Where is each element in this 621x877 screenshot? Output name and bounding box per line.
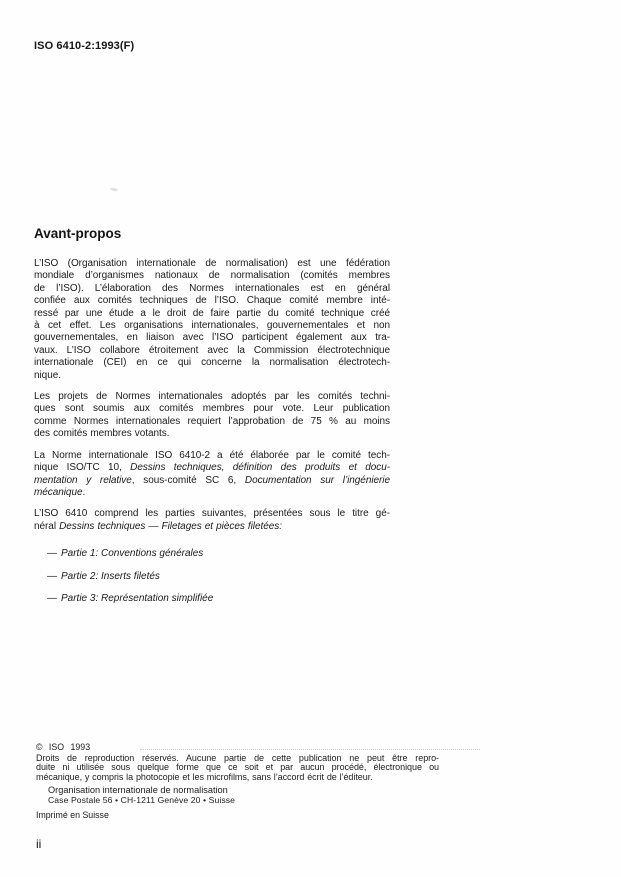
text-segment: vaux. L’ISO collabore étroitement avec la Commission électrotechnique	[34, 344, 390, 356]
text-segment: nique ISO/TC 10,	[34, 462, 131, 474]
text-line	[34, 487, 390, 499]
copyright-notice: © ISO 1993	[36, 742, 91, 752]
italic-text-segment: Dessins techniques, définition des produits et docu-	[130, 462, 390, 474]
text-segment: .	[82, 486, 86, 498]
text-segment: mécanique, y compris la photocopie et les microfilms, sans l’accord écrit de l’éditeur.	[36, 772, 373, 782]
list-dash: —	[47, 592, 57, 604]
list-item	[34, 593, 390, 605]
text-line	[34, 508, 390, 520]
text-segment: mondiale d’organismes nationaux de normalisation (comités membres	[34, 270, 390, 282]
paragraph	[34, 508, 390, 533]
text-line	[34, 332, 390, 344]
publisher-address: Case Postale 56 • CH-1211 Genève 20 • Suisse	[48, 795, 236, 806]
text-segment: duite ni utilisée sous quelque forme que ce soit et par aucun procédé, électronique ou	[36, 763, 439, 773]
list-item-text: Partie 1: Conventions générales	[61, 548, 204, 560]
text-line	[34, 370, 390, 382]
page-number: ii	[36, 837, 42, 851]
copyright-footer	[36, 742, 440, 820]
text-line	[34, 521, 390, 533]
text-segment: comme Normes internationales requiert l’approbation de 75 % au moins	[34, 415, 390, 427]
printed-in-line: Imprimé en Suisse	[36, 810, 109, 821]
italic-text-segment: mentation y relative	[34, 474, 132, 486]
text-line	[34, 357, 390, 369]
text-segment: La Norme internationale ISO 6410-2 a été élaborée par le comité tech-	[34, 449, 390, 461]
text-line	[34, 258, 390, 270]
text-line	[34, 345, 390, 357]
list-dash: —	[47, 570, 57, 582]
text-segment: L’ISO (Organisation internationale de normalisation) est une fédération	[34, 258, 390, 269]
text-segment: de l’ISO). L’élaboration des Normes internationales est en général	[34, 282, 390, 294]
text-line	[36, 773, 439, 782]
text-segment: internationale (CEI) en ce qui concerne la normalisation électrotech-	[34, 357, 390, 369]
text-segment: Les projets de Normes internationales adoptés par les comités techni-	[34, 391, 390, 403]
text-segment: gouvernementales, en liaison avec l’ISO participent également aux tra-	[34, 332, 390, 344]
text-line	[34, 391, 390, 403]
parts-list	[34, 548, 390, 605]
text-segment: L’ISO 6410 comprend les parties suivantes, présentées sous le titre gé-	[34, 508, 390, 520]
list-item-text: Partie 3: Représentation simplifiée	[61, 592, 214, 604]
text-segment: à cet effet. Les organisations internationales, gouvernementales et non	[34, 320, 390, 332]
list-dash: —	[47, 548, 57, 560]
text-segment: , sous-comité SC 6,	[131, 474, 245, 486]
list-item	[34, 548, 390, 560]
rights-text	[36, 754, 439, 782]
text-line	[34, 320, 390, 332]
text-line	[36, 763, 439, 772]
text-segment: ressé par une étude a le droit de faire partie du comité technique créé	[34, 307, 390, 319]
italic-text-segment: mécanique	[34, 486, 83, 498]
foreword-title: Avant-propos	[34, 226, 122, 241]
paragraph	[34, 258, 390, 382]
italic-text-segment: Documentation sur l’ingénierie	[244, 474, 390, 486]
list-item-text: Partie 2: Inserts filetés	[61, 570, 160, 582]
document-reference-header: ISO 6410-2:1993(F)	[34, 40, 135, 52]
publisher-block	[48, 785, 440, 805]
text-line	[34, 295, 390, 307]
italic-text-segment: Dessins techniques — Filetages et pièces filetées:	[59, 520, 282, 532]
text-segment: néral	[34, 520, 60, 532]
text-line	[34, 283, 390, 295]
paragraph	[34, 391, 390, 441]
footer-rule	[140, 749, 480, 750]
foreword-section	[34, 226, 390, 615]
scan-artifact	[110, 187, 118, 191]
text-line	[34, 450, 390, 462]
text-line	[34, 416, 390, 428]
text-line	[34, 462, 390, 474]
foreword-paragraphs	[34, 258, 390, 533]
text-segment: ques sont soumis aux comités membres pour vote. Leur publication	[34, 403, 390, 415]
text-segment: Droits de reproduction réservés. Aucune partie de cette publication ne peut être repro-	[36, 754, 439, 763]
text-line	[34, 403, 390, 415]
text-segment: nique.	[34, 369, 61, 381]
paragraph	[34, 450, 390, 500]
publisher-name: Organisation internationale de normalisation	[48, 785, 228, 796]
text-line	[36, 754, 439, 763]
text-line	[34, 308, 390, 320]
text-segment: des comités membres votants.	[34, 428, 170, 440]
text-line	[34, 270, 390, 282]
list-item	[34, 571, 390, 583]
text-line	[34, 475, 390, 487]
text-line	[34, 428, 390, 440]
text-segment: confiée aux comités techniques de l’ISO. Chaque comité membre inté-	[34, 295, 390, 307]
